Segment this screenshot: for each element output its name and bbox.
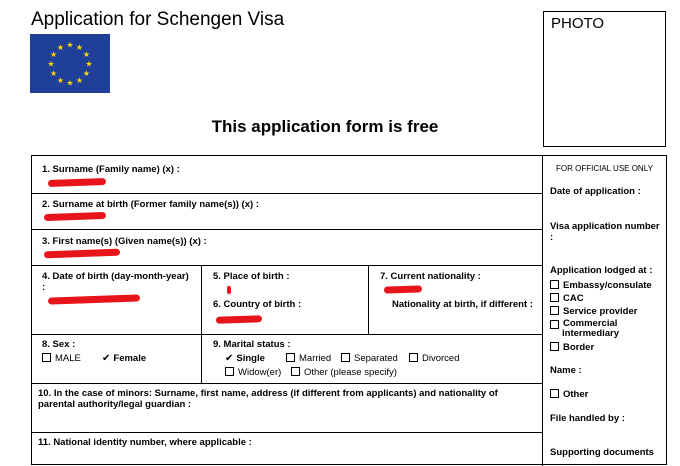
marital-other-option[interactable]: Other (please specify) [291, 367, 397, 378]
current-nationality-label: 7. Current nationality : [380, 271, 481, 282]
marital-status-label: 9. Marital status : [213, 339, 291, 350]
service-provider-checkbox[interactable] [550, 306, 559, 315]
other-marital-checkbox[interactable] [291, 367, 300, 376]
flag-star-icon: ★ [75, 75, 84, 85]
sex-male-option[interactable]: MALE [42, 353, 81, 364]
lodged-other-option[interactable]: Other [550, 389, 588, 400]
file-handled-by-label: File handled by : [550, 413, 625, 424]
checkmark-icon: ✔ [225, 353, 234, 364]
surname-at-birth-redaction [44, 212, 106, 221]
official-name-label: Name : [550, 365, 582, 376]
checkmark-icon: ✔ [102, 353, 111, 364]
border-checkbox[interactable] [550, 342, 559, 351]
country-of-birth-label: 6. Country of birth : [213, 299, 302, 310]
marital-separated-option[interactable]: Separated [341, 353, 398, 364]
date-of-application-label: Date of application : [550, 186, 641, 197]
flag-star-icon: ★ [82, 69, 91, 78]
surname-redaction [48, 178, 106, 187]
widow-checkbox[interactable] [225, 367, 234, 376]
lodged-border-option[interactable]: Border [550, 342, 594, 353]
flag-star-icon: ★ [49, 50, 58, 59]
marital-married-option[interactable]: Married [286, 353, 331, 364]
application-form-table [31, 155, 667, 465]
male-checkbox[interactable] [42, 353, 51, 362]
eu-flag-icon [30, 34, 110, 93]
flag-star-icon: ★ [66, 40, 74, 50]
flag-star-icon: ★ [56, 75, 65, 85]
flag-star-icon: ★ [49, 69, 58, 78]
flag-star-icon: ★ [85, 59, 93, 69]
other-official-checkbox[interactable] [550, 389, 559, 398]
flag-star-icon: ★ [56, 43, 65, 53]
first-names-label: 3. First name(s) (Given name(s)) (x) : [42, 236, 207, 247]
place-of-birth-label: 5. Place of birth : [213, 271, 290, 282]
country-of-birth-redaction [216, 315, 262, 324]
surname-at-birth-label: 2. Surname at birth (Former family name(s)) (x) : [42, 199, 259, 210]
marital-single-option[interactable]: ✔ Single [225, 353, 265, 364]
marital-divorced-option[interactable]: Divorced [409, 353, 460, 364]
divorced-checkbox[interactable] [409, 353, 418, 362]
form-title: Application for Schengen Visa [31, 9, 285, 30]
photo-label: PHOTO [551, 15, 605, 32]
official-use-heading: FOR OFFICIAL USE ONLY [556, 164, 653, 173]
marital-widow-option[interactable]: Widow(er) [225, 367, 281, 378]
lodged-cac-option[interactable]: CAC [550, 293, 584, 304]
free-notice: This application form is free [211, 117, 439, 136]
nationality-redaction [384, 285, 422, 293]
nationality-at-birth-label: Nationality at birth, if different : [392, 299, 533, 310]
sex-label: 8. Sex : [42, 339, 76, 350]
lodged-at-label: Application lodged at : [550, 265, 653, 276]
flag-star-icon: ★ [82, 50, 91, 59]
lodged-embassy-option[interactable]: Embassy/consulate [550, 280, 652, 291]
lodged-commercial-option[interactable]: Commercial intermediary [550, 319, 650, 339]
cac-checkbox[interactable] [550, 293, 559, 302]
dob-label: 4. Date of birth (day-month-year) : [42, 271, 189, 293]
embassy-checkbox[interactable] [550, 280, 559, 289]
minors-label: 10. In the case of minors: Surname, first name, address (if different from applicants) and nationality of parental authority/legal guardian : [38, 388, 498, 410]
national-id-label: 11. National identity number, where applicable : [38, 437, 252, 448]
flag-star-icon: ★ [47, 59, 55, 69]
commercial-checkbox[interactable] [550, 320, 559, 329]
married-checkbox[interactable] [286, 353, 295, 362]
flag-star-icon: ★ [75, 43, 84, 53]
dob-redaction [48, 294, 140, 304]
sex-female-option[interactable]: ✔ Female [102, 353, 147, 364]
flag-star-icon: ★ [66, 78, 74, 88]
place-of-birth-redaction [227, 286, 231, 294]
first-names-redaction [44, 249, 120, 259]
lodged-service-provider-option[interactable]: Service provider [550, 306, 637, 317]
visa-application-number-label: Visa application number : [550, 221, 660, 243]
supporting-documents-label: Supporting documents [550, 447, 654, 458]
separated-checkbox[interactable] [341, 353, 350, 362]
surname-label: 1. Surname (Family name) (x) : [42, 164, 180, 175]
